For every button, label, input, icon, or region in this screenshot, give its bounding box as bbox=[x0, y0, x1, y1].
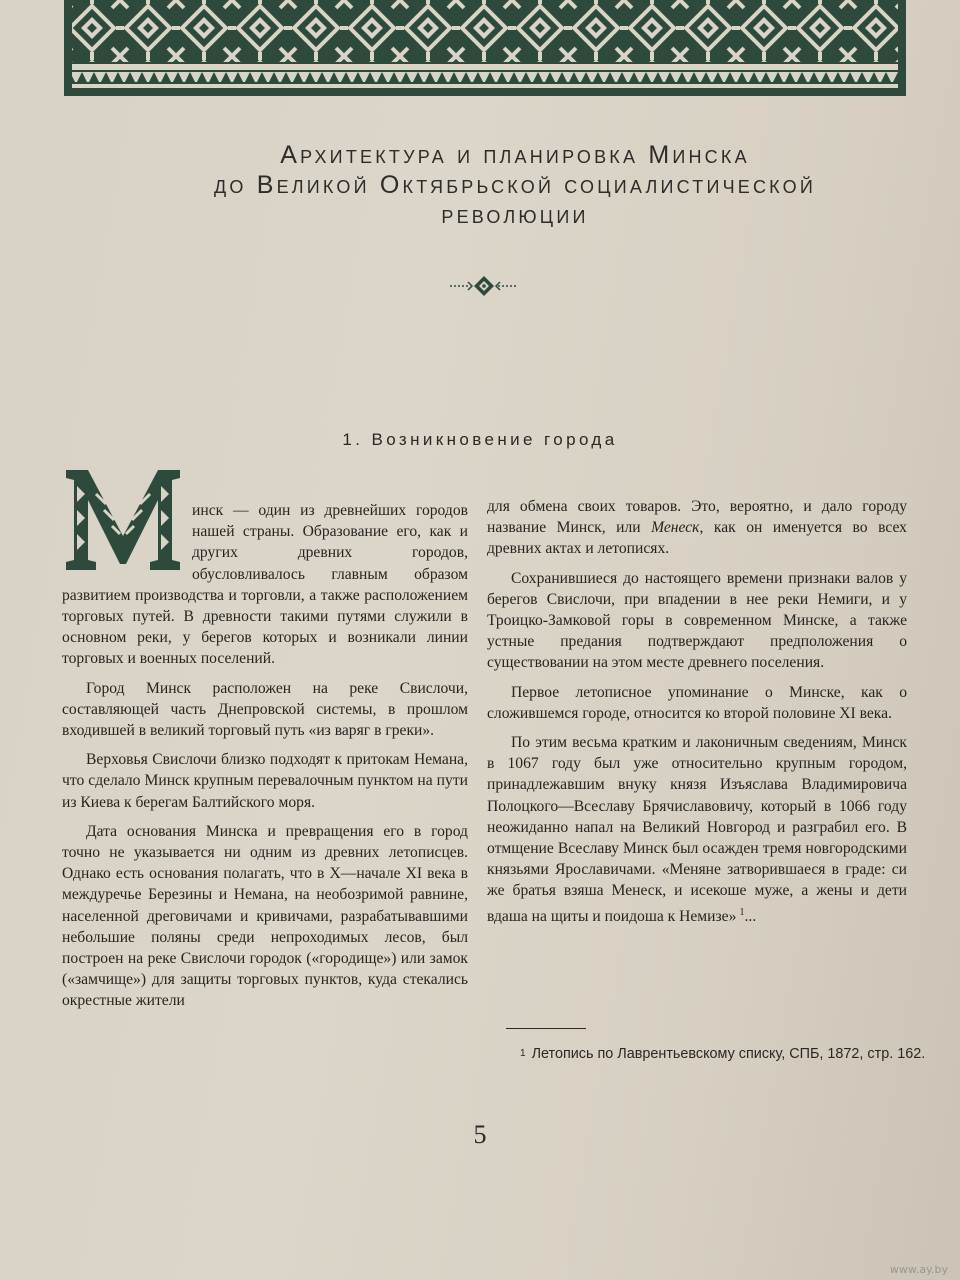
footnote-mark: 1 bbox=[520, 1048, 526, 1059]
page-number: 5 bbox=[473, 1120, 487, 1149]
chapter-title-line-2: до Великой Октябрьской социалистической bbox=[213, 171, 817, 199]
paragraph: Сохранившиеся до настоящего времени признаки валов у берегов Свислочи, при впадении в нее реки Немиги, и у Троицко-Замковой горы в современном Минске, а также устные предания подтверждают предположения о существовании на этом месте древнего поселения. bbox=[487, 569, 907, 672]
paragraph-text: ... bbox=[744, 907, 757, 925]
paragraph-text: По этим весьма кратким и лаконичным сведениям, Минск в 1067 году был уже относительно крупным городом, принадлежавшим внуку князя Изъяслава Владимировича Полоцкого—Всеславу Брячиславовичу, который в 1066 году неожиданно напал на Великий Новгород и разграбил его. В отмщение Всеславу Минск был осажден тремя новгородскими князьями Ярославичами. «Меняне затворившаеся в граде: си же братья взяша Менеск, и исекоше муже, а жены и дети вдаша на щиты и поидоша к Немизе» bbox=[487, 734, 907, 925]
footnote-reference[interactable]: 1 bbox=[739, 906, 745, 918]
ornament-band-icon bbox=[64, 0, 906, 96]
italic-word: Менеск bbox=[651, 519, 700, 537]
footnote-divider bbox=[506, 1028, 586, 1029]
footnote-text: Летопись по Лаврентьевскому списку, СПБ, 1872, стр. 162. bbox=[531, 1046, 926, 1062]
paragraph bbox=[487, 732, 907, 927]
paragraph-text: , как он именуется во всех древних актах и летописях. bbox=[487, 519, 907, 558]
paragraph bbox=[487, 496, 907, 560]
chapter-title bbox=[120, 140, 910, 230]
section-heading: 1. Возникновение города bbox=[342, 430, 618, 449]
paragraph: Дата основания Минска и превращения его в город точно не указывается ни одним из древних летописцев. Однако есть основания полагать, что в X—начале XI века в междуречье Березины и Немана, на необозримой равнине, населенной дреговичами и кривичами, разрабатывавшими небольшие поляны среди непроходимых лесов, был построен на реке Свислочи городок («городище») или замок («замчище») для защиты торговых пунктов, куда стекались окрестные жители bbox=[62, 822, 468, 1010]
fleuron-ornament-icon bbox=[448, 274, 520, 298]
watermark: www.ay.by bbox=[889, 1263, 948, 1276]
paragraph: Верховья Свислочи близко подходят к притокам Немана, что сделало Минск крупным перевалочным пунктом на пути из Киева к берегам Балтийского моря. bbox=[62, 751, 468, 811]
paragraph: Первое летописное упоминание о Минске, как о сложившемся городе, относится ко второй половине XI века. bbox=[487, 683, 907, 722]
paragraph-text: инск — один из древнейших городов нашей страны. Образование его, как и других древних городов, обусловливалось главным образом развитием производства и торговли, а также расположением торговых путей. В древности такими путями служили в основном реки, у берегов которых и возникали линии торговых и военных поселений. bbox=[62, 502, 468, 668]
chapter-title-line-3: революции bbox=[441, 201, 589, 229]
dropcap-m-icon bbox=[62, 464, 184, 574]
paragraph: Город Минск расположен на реке Свислочи, составляющей часть Днепровской системы, в прошлом входившей в великий торговый путь «из варяг в греки». bbox=[62, 679, 468, 740]
footnote bbox=[520, 1044, 940, 1064]
text-column-left bbox=[62, 500, 468, 1020]
paragraph bbox=[62, 500, 468, 670]
text-column-right bbox=[487, 496, 907, 935]
paragraph-text: для обмена своих товаров. Это, вероятно, и дало городу название Минск, или bbox=[487, 498, 907, 537]
chapter-title-line-1: Архитектура и планировка Минска bbox=[280, 141, 750, 169]
